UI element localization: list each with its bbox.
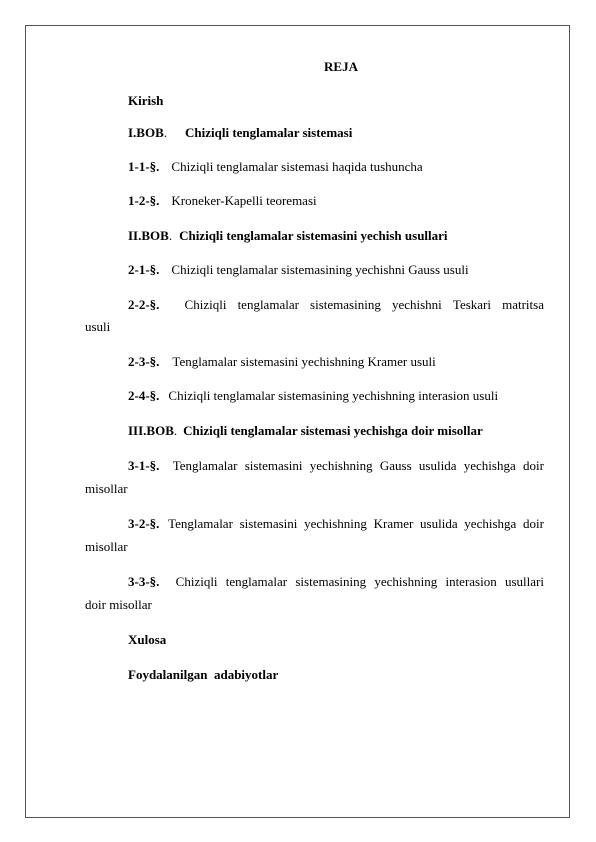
section-2-1-number: 2-1-§. <box>128 262 160 277</box>
section-3-3-number: 3-3-§. <box>128 574 160 589</box>
chapter-3-title: Chiziqli tenglamalar sistemasi yechishga doir misollar <box>183 423 483 438</box>
section-2-2-word: yechishni <box>391 297 442 312</box>
section-3-1-continuation: misollar <box>85 481 128 496</box>
section-3-2-word: Kramer <box>373 516 414 531</box>
chapter-3-number: III.BOB <box>128 423 174 438</box>
section-3-1-number: 3-1-§. <box>128 458 160 473</box>
section-3-3-word: tenglamalar <box>225 574 288 589</box>
section-3-1-word: yechishga <box>463 458 516 473</box>
chapter-3-separator: . <box>173 423 178 438</box>
toc-chapter-1 <box>128 125 352 141</box>
toc-intro <box>128 93 163 109</box>
section-2-2-word: matritsa <box>502 297 544 312</box>
section-1-1-title: Chiziqli tenglamalar sistemasi haqida tushuncha <box>171 159 423 174</box>
section-3-3-continuation: doir misollar <box>85 597 152 612</box>
toc-section-3-3 <box>128 574 544 590</box>
section-3-1-word: doir <box>523 458 544 473</box>
section-2-4-title: Chiziqli tenglamalar sistemasining yechishning interasion usuli <box>168 388 499 403</box>
section-2-3-number: 2-3-§. <box>128 354 160 369</box>
toc-section-2-4 <box>128 388 498 404</box>
section-3-2-word: doir <box>522 516 544 531</box>
toc-chapter-2 <box>128 228 448 244</box>
section-3-1-word: sistemasini <box>244 458 303 473</box>
toc-references-label: Foydalanilgan adabiyotlar <box>128 667 279 682</box>
section-2-2-word: Teskari <box>452 297 491 312</box>
section-3-1-word: Gauss <box>379 458 412 473</box>
page-border <box>25 25 570 818</box>
page-title: REJA <box>324 59 358 74</box>
section-1-2-title: Kroneker-Kapelli teoremasi <box>171 193 317 208</box>
section-2-2-word: Chiziqli <box>184 297 227 312</box>
chapter-2-number: II.BOB <box>128 228 169 243</box>
section-3-3-word: yechishning <box>374 574 438 589</box>
section-3-3-word: interasion <box>445 574 497 589</box>
section-1-2-number: 1-2-§. <box>128 193 160 208</box>
section-3-2-word: yechishga <box>464 516 517 531</box>
toc-section-2-1 <box>128 262 469 278</box>
section-3-3-word: sistemasining <box>295 574 367 589</box>
section-3-2-word: sistemasini <box>239 516 298 531</box>
section-3-3-word: Chiziqli <box>175 574 218 589</box>
chapter-1-separator: . <box>163 125 168 140</box>
toc-references <box>128 667 278 683</box>
chapter-2-title: Chiziqli tenglamalar sistemasini yechish usullari <box>179 228 448 243</box>
section-2-2-continuation: usuli <box>85 319 111 334</box>
section-3-1-word: usulida <box>418 458 457 473</box>
chapter-1-number: I.BOB <box>128 125 164 140</box>
toc-section-1-2 <box>128 193 317 209</box>
chapter-2-separator: . <box>168 228 173 243</box>
toc-intro-label: Kirish <box>128 93 164 108</box>
toc-conclusion-label: Xulosa <box>128 632 167 647</box>
toc-section-2-3 <box>128 354 436 370</box>
toc-section-2-2 <box>128 297 544 313</box>
section-2-1-title: Chiziqli tenglamalar sistemasining yechishni Gauss usuli <box>171 262 469 277</box>
toc-section-3-2 <box>128 516 544 532</box>
section-3-3-word: usullari <box>504 574 544 589</box>
section-3-2-continuation: misollar <box>85 539 128 554</box>
chapter-1-title: Chiziqli tenglamalar sistemasi <box>185 125 353 140</box>
section-3-2-word: Tenglamalar <box>168 516 233 531</box>
toc-chapter-3 <box>128 423 483 439</box>
section-3-2-word: yechishning <box>304 516 367 531</box>
section-3-1-word: yechishning <box>309 458 373 473</box>
section-2-2-word: sistemasining <box>310 297 381 312</box>
section-2-4-number: 2-4-§. <box>128 388 160 403</box>
toc-section-3-1 <box>128 458 544 474</box>
section-3-2-number: 3-2-§. <box>128 516 160 531</box>
section-3-1-word: Tenglamalar <box>172 458 238 473</box>
toc-conclusion <box>128 632 166 648</box>
section-3-2-word: usulida <box>420 516 458 531</box>
section-2-2-word: tenglamalar <box>237 297 299 312</box>
section-1-1-number: 1-1-§. <box>128 159 160 174</box>
toc-section-1-1 <box>128 159 423 175</box>
section-2-2-number: 2-2-§. <box>128 297 160 312</box>
section-2-3-title: Tenglamalar sistemasini yechishning Kramer usuli <box>172 354 436 369</box>
